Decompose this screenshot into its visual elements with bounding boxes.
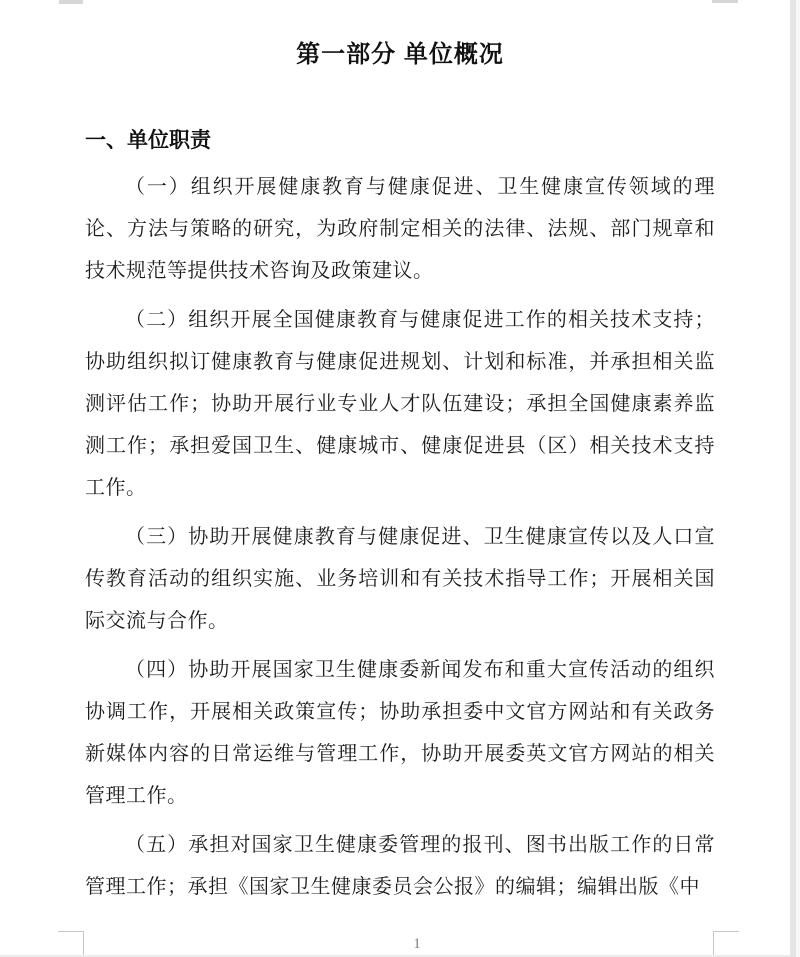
paragraph: （二）组织开展全国健康教育与健康促进工作的相关技术支持；协助组织拟订健康教育与健康促进规划、计划和标准，并承担相关监测评估工作；协助开展行业专业人才队伍建设；承担全国健康素养监测工作；承担爱国卫生、健康城市、健康促进县（区）相关技术支持工作。 (85, 309, 715, 499)
paragraph: （三）协助开展健康教育与健康促进、卫生健康宣传以及人口宣传教育活动的组织实施、业务培训和有关技术指导工作；开展相关国际交流与合作。 (85, 526, 715, 632)
margin-mark-bottom-left-horizontal (58, 931, 84, 932)
margin-mark-top-left (59, 0, 83, 4)
page-edge-right-outer (796, 0, 800, 957)
page-number: 1 (413, 936, 421, 952)
margin-mark-top-right (712, 0, 738, 3)
paragraph: （一）组织开展健康教育与健康促进、卫生健康宣传领域的理论、方法与策略的研究，为政府制定相关的法律、法规、部门规章和技术规范等提供技术咨询及政策建议。 (85, 176, 715, 282)
margin-mark-bottom-right-horizontal (713, 931, 739, 932)
section-heading: 一、单位职责 (85, 129, 211, 152)
paragraph-block (85, 166, 715, 908)
paragraph: （五）承担对国家卫生健康委管理的报刊、图书出版工作的日常管理工作；承担《国家卫生健康委员会公报》的编辑；编辑出版《中 (85, 834, 715, 898)
document-title: 第一部分 单位概况 (296, 41, 504, 68)
paragraph: （四）协助开展国家卫生健康委新闻发布和重大宣传活动的组织协调工作，开展相关政策宣传；协助承担委中文官方网站和有关政务新媒体内容的日常运维与管理工作，协助开展委英文官方网站的相关管理工作。 (85, 659, 715, 807)
document-content (85, 0, 715, 915)
